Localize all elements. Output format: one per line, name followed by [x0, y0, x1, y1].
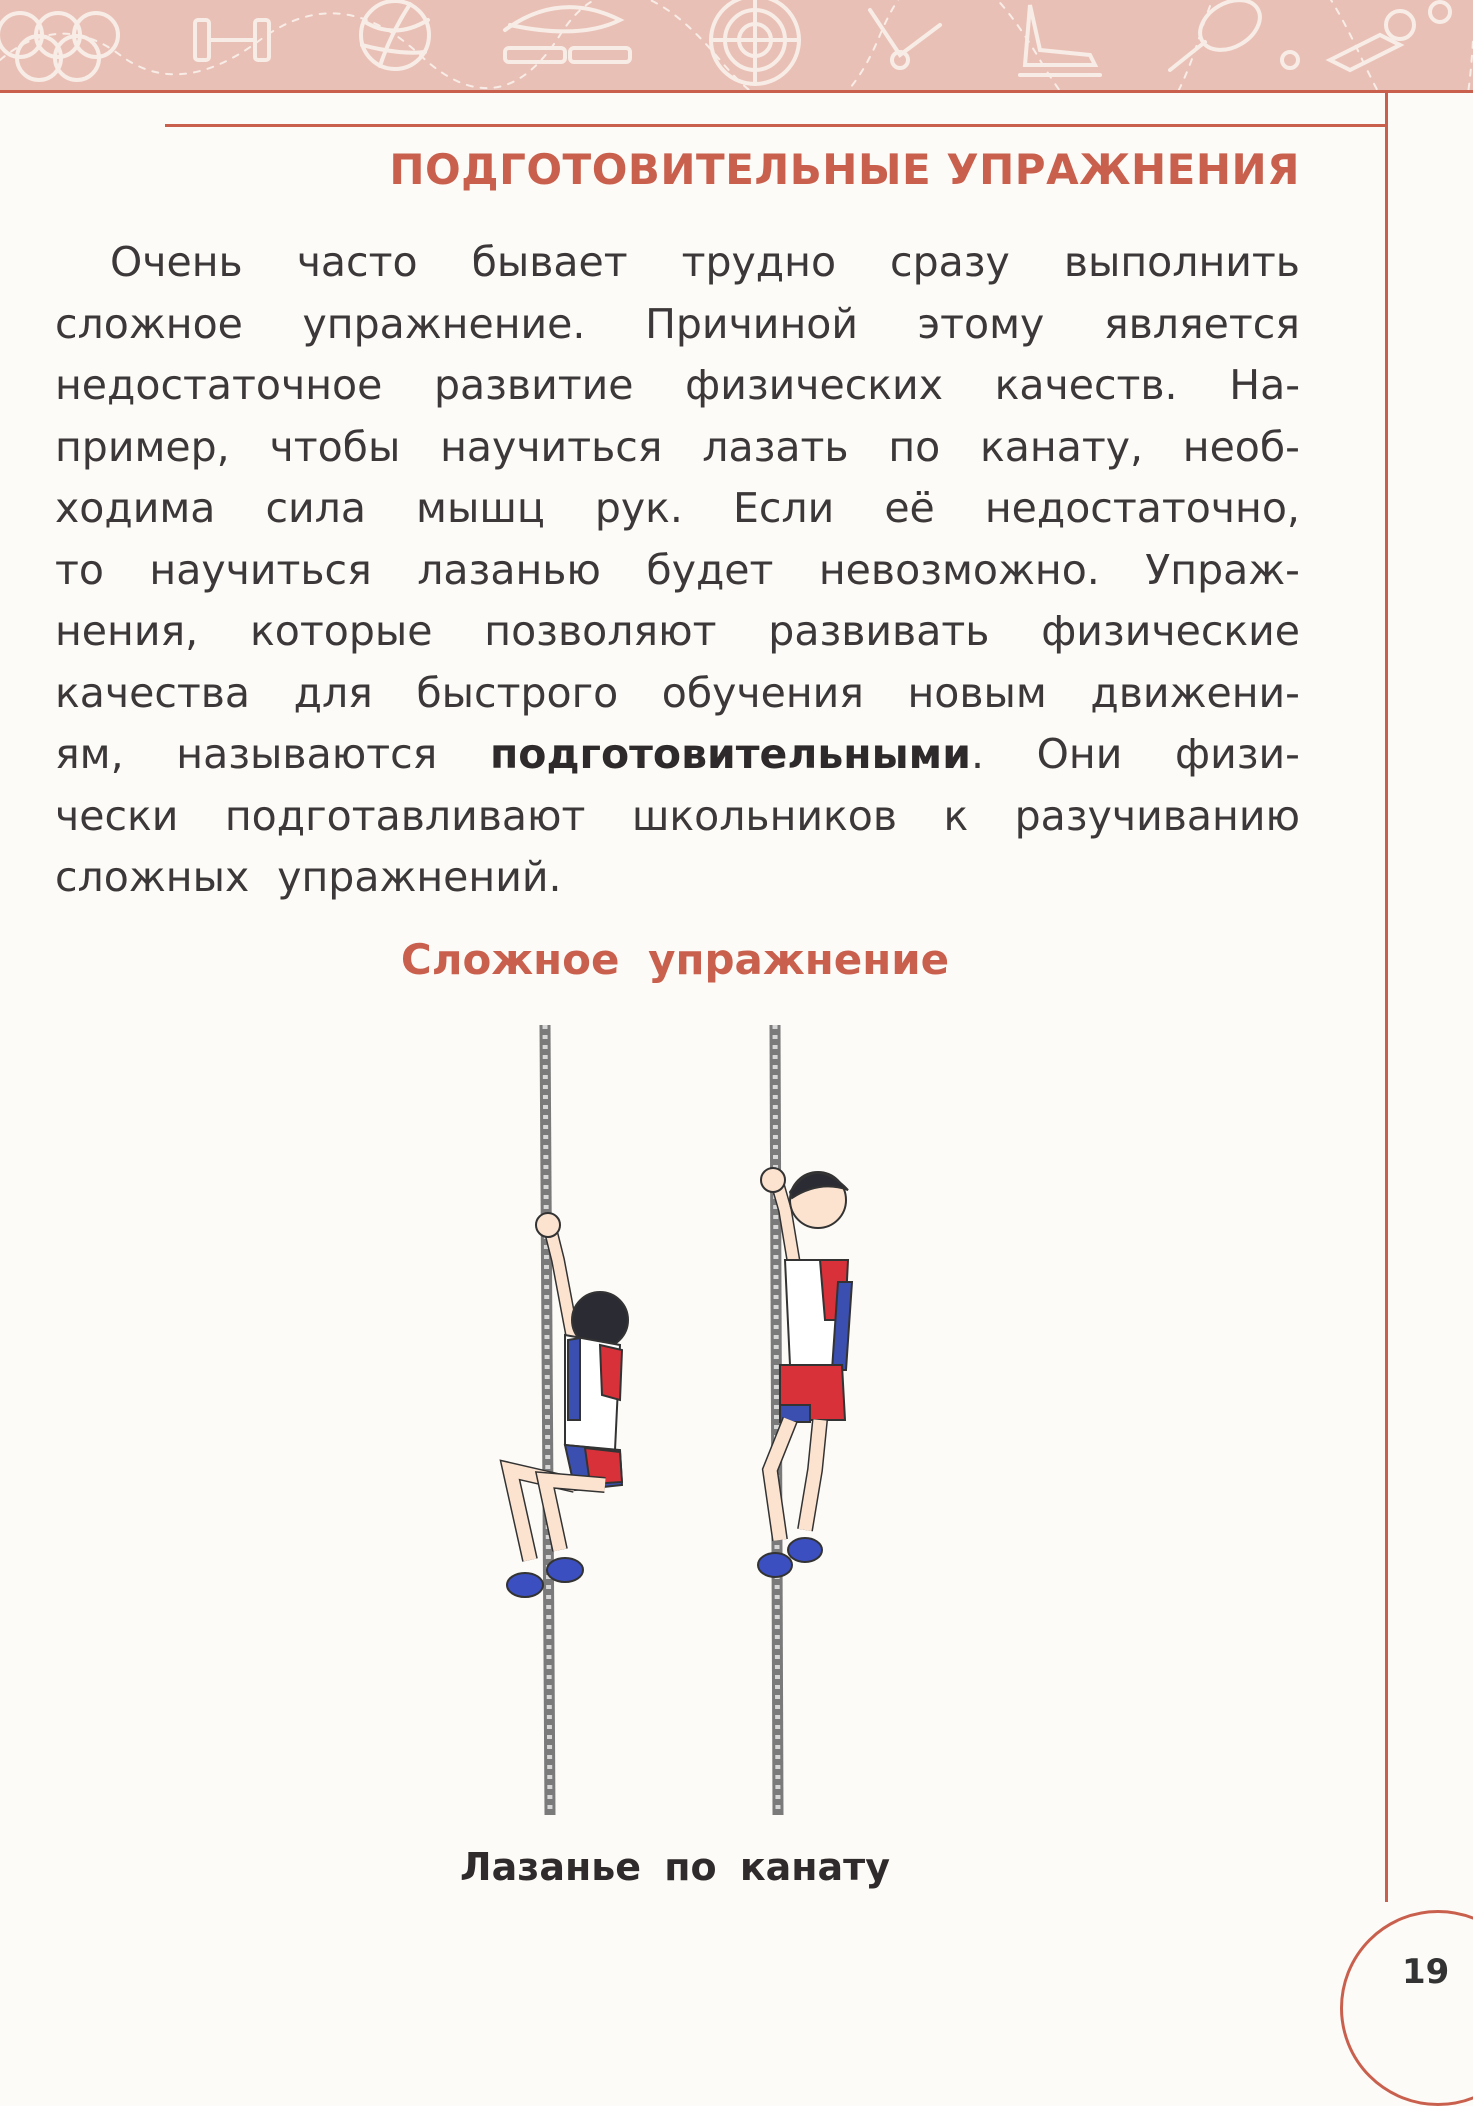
racket-icon [1170, 0, 1298, 70]
page-number-tab [1340, 1910, 1473, 2106]
page-heading: ПОДГОТОВИТЕЛЬНЫЕ УПРАЖНЕНИЯ [389, 145, 1300, 194]
jump-rope-icon [505, 7, 630, 62]
sports-banner [0, 0, 1473, 93]
body-word: школьников [631, 791, 898, 840]
body-line [55, 417, 1300, 479]
top-rule [165, 124, 1385, 127]
body-word: сложных [55, 853, 250, 901]
body-word: физические [1041, 607, 1300, 655]
body-word: Очень [110, 238, 243, 286]
body-word: чески [55, 791, 179, 840]
right-margin-rule [1385, 92, 1388, 1902]
body-line [55, 478, 1300, 540]
emphasis-term: подготовительными. [489, 730, 984, 778]
body-word: ходима [55, 484, 216, 532]
boy-climber-left [507, 1213, 628, 1597]
body-word: будет [646, 545, 774, 594]
olympic-rings-icon [0, 13, 118, 80]
rope-left [545, 1025, 550, 1815]
ball-icon [361, 1, 429, 69]
body-word: физических [685, 361, 943, 409]
body-word: качеств. [994, 361, 1178, 409]
body-word: выполнить [1063, 238, 1300, 286]
body-word: недостаточное [55, 361, 383, 409]
body-line [55, 232, 1300, 294]
body-word: ям, [55, 730, 124, 778]
whistle-icon [1330, 2, 1450, 70]
body-word: трудно [681, 238, 837, 286]
body-word: развивать [768, 607, 990, 655]
body-line [55, 540, 1300, 602]
body-word: физи- [1175, 730, 1300, 778]
body-word: является [1103, 299, 1300, 348]
body-line [55, 663, 1300, 725]
body-word: по [888, 422, 941, 471]
body-word: качества [55, 668, 251, 717]
body-word: сила [265, 484, 366, 532]
body-word: Причиной [645, 299, 858, 348]
body-word: её [884, 484, 935, 532]
body-word: упражнение. [302, 299, 586, 348]
body-word: подготавливают [224, 791, 586, 840]
body-line [55, 601, 1300, 663]
body-word: лазать [702, 422, 849, 471]
body-word: то [55, 545, 104, 594]
body-word: Упраж- [1145, 545, 1300, 594]
body-word: научиться [440, 422, 663, 471]
body-line [55, 847, 1300, 909]
target-icon [711, 0, 799, 84]
body-word: к [943, 791, 969, 840]
body-word: невозможно. [818, 545, 1100, 594]
body-paragraph [55, 232, 1300, 909]
body-word: часто [296, 238, 418, 286]
rope-right [775, 1025, 778, 1815]
body-word: упражнений. [277, 853, 562, 901]
body-word: новым [907, 668, 1047, 717]
body-line [55, 724, 1300, 786]
body-line [55, 786, 1300, 848]
page-number: 19 [1402, 1952, 1450, 1992]
body-word: движени- [1090, 668, 1300, 717]
body-word: сложное [55, 299, 243, 348]
body-word: сразу [890, 238, 1010, 286]
body-word: научиться [149, 545, 372, 594]
body-word: Они [1036, 730, 1123, 778]
body-line [55, 355, 1300, 417]
body-word: Если [732, 484, 835, 532]
body-word: необ- [1182, 422, 1300, 471]
body-word: этому [917, 299, 1045, 348]
body-word: которые [250, 607, 433, 655]
body-word: недостаточно, [984, 484, 1300, 532]
dumbbell-icon [195, 20, 269, 60]
body-word: быстрого [416, 668, 619, 717]
body-word: бывает [471, 238, 628, 286]
body-word: рук. [594, 484, 683, 532]
body-word: пример, [55, 422, 230, 471]
section-title: Сложное упражнение [400, 935, 950, 984]
rope-climbing-illustration [480, 1020, 900, 1820]
body-word: На- [1229, 361, 1300, 409]
body-word: нения, [55, 607, 199, 655]
body-word: обучения [661, 668, 864, 717]
body-word: разучиванию [1014, 791, 1300, 840]
body-word: развитие [433, 361, 634, 409]
skate-icon [1020, 5, 1100, 75]
body-word: канату, [980, 422, 1143, 471]
body-word: чтобы [269, 422, 401, 471]
body-word: лазанью [417, 545, 601, 594]
body-word: мышц [416, 484, 545, 532]
figure-caption: Лазанье по канату [460, 1845, 890, 1889]
body-line [55, 294, 1300, 356]
body-word: позволяют [484, 607, 717, 655]
body-word: для [293, 668, 373, 717]
body-word: называются [176, 730, 438, 778]
shuttlecock-icon [870, 10, 940, 68]
